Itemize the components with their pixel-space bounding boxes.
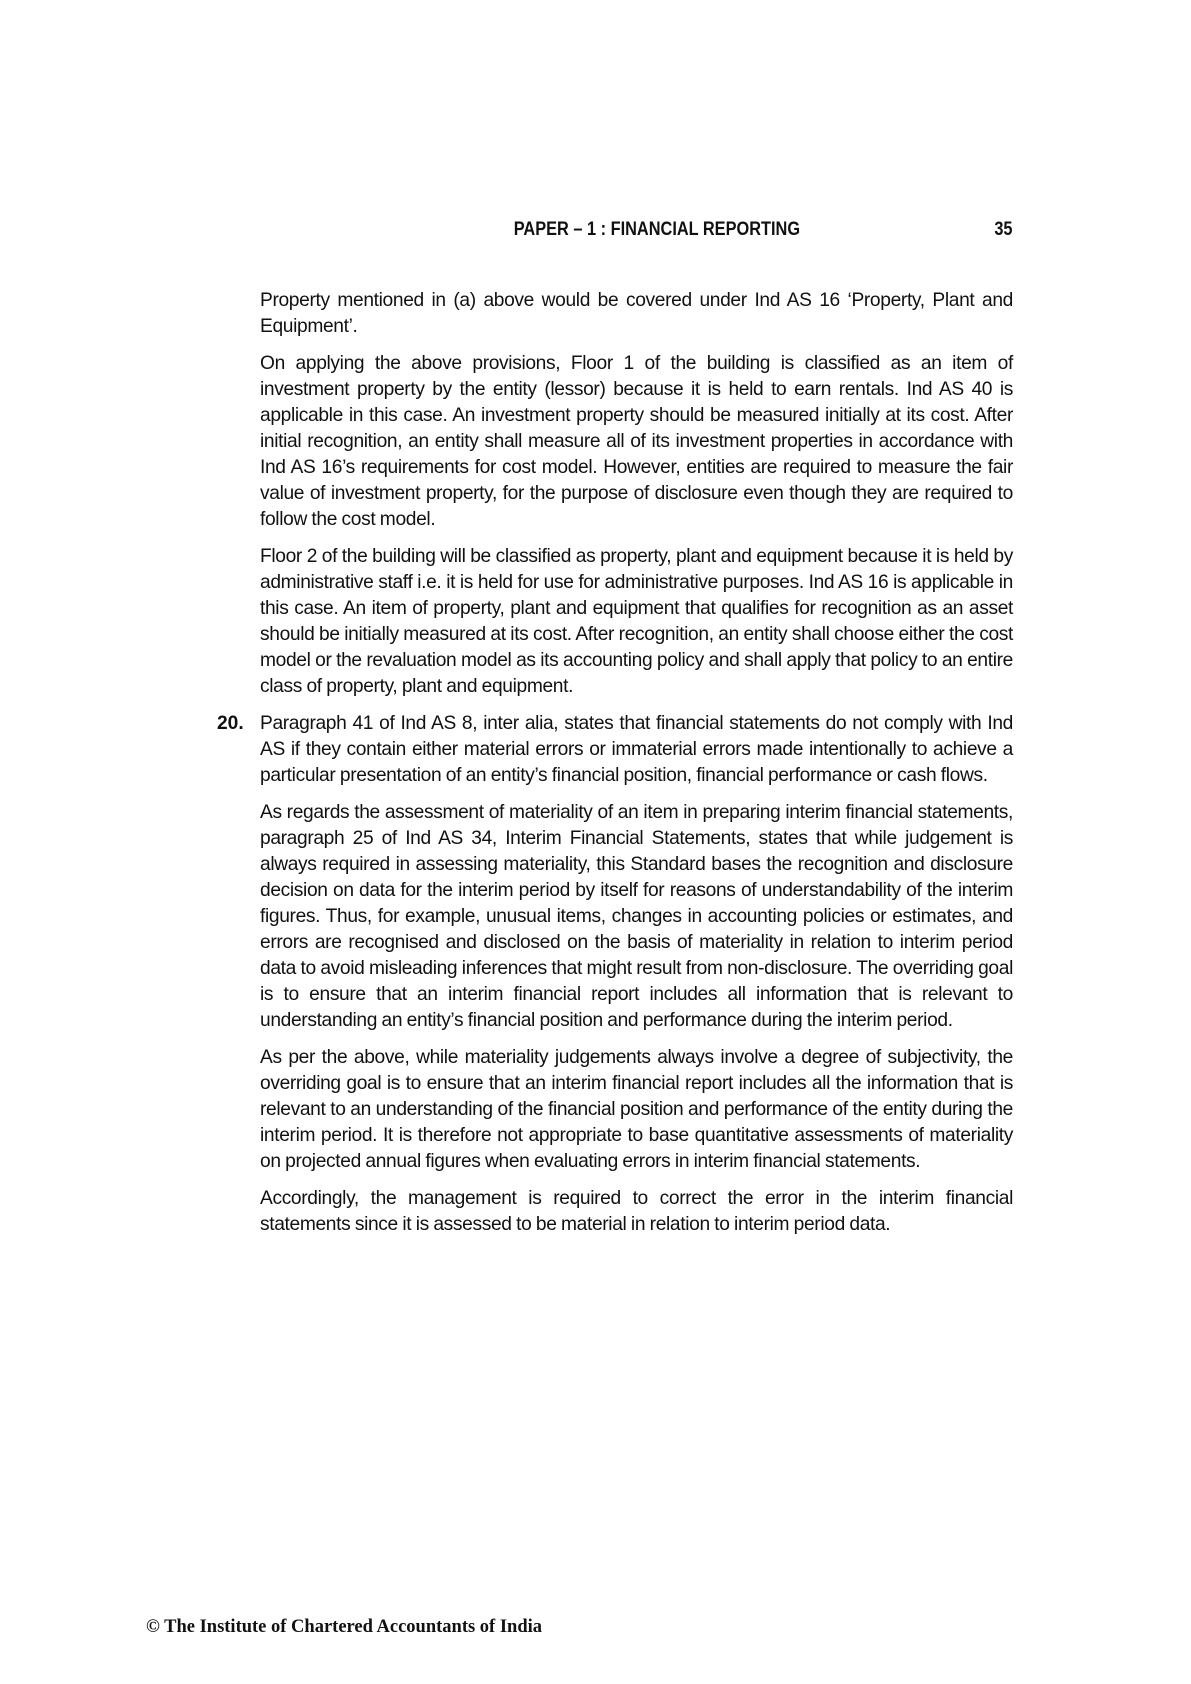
footer-copyright: © The Institute of Chartered Accountants of India [146,1617,543,1637]
page-header [260,219,1013,245]
paragraph-conclusion: Accordingly, the management is required to correct the error in the interim financial statements since it is assessed to be material in relation to interim period data. [260,1188,1013,1235]
page-title: PAPER – 1 : FINANCIAL REPORTING [513,219,801,240]
paragraph-floor-2: Floor 2 of the building will be classified as property, plant and equipment because it is held by administrative staff i.e. it is held for use for administrative purposes. Ind AS 16 is applicable in this case. An item of property, plant and equipment that qualifies for recognition as an asset should be initially measured at its cost. After recognition, an entity shall choose either the cost model or the revaluation model as its accounting policy and shall apply that policy to an entire class of property, plant and equipment. [260,546,1013,697]
paragraph-materiality: As per the above, while materiality judgements always involve a degree of subjectivity, the overriding goal is to ensure that an interim financial report includes all the information that is relevant to an understanding of the financial position and performance of the entity during the interim period. It is therefore not appropriate to base quantitative assessments of materiality on projected annual figures when evaluating errors in interim financial statements. [260,1047,1013,1172]
item-number: 20. [217,713,244,734]
paragraph-property-intro: Property mentioned in (a) above would be covered under Ind AS 16 ‘Property, Plant and Equipment’. [260,290,1013,337]
answer-item-20 [217,711,1013,1238]
paragraph-ind-as-34: As regards the assessment of materiality of an item in preparing interim financial statements, paragraph 25 of Ind AS 34, Interim Financial Statements, states that while judgement is always required in assessing materiality, this Standard bases the recognition and disclosure decision on data for the interim period by itself for reasons of understandability of the interim figures. Thus, for example, unusual items, changes in accounting policies or estimates, and errors are recognised and disclosed on the basis of materiality in relation to interim period data to avoid misleading inferences that might result from non-disclosure. The overriding goal is to ensure that an interim financial report includes all information that is relevant to understanding an entity’s financial position and performance during the interim period. [260,802,1013,1031]
page-content [217,288,1013,1249]
paragraph-floor-1: On applying the above provisions, Floor 1 of the building is classified as an item of investment property by the entity (lessor) because it is held to earn rentals. Ind AS 40 is applicable in this case. An investment property should be measured initially at its cost. After initial recognition, an entity shall measure all of its investment properties in accordance with Ind AS 16’s requirements for cost model. However, entities are required to measure the fair value of investment property, for the purpose of disclosure even though they are required to follow the cost model. [260,353,1013,530]
paragraph-ind-as-8: Paragraph 41 of Ind AS 8, inter alia, states that financial statements do not comply with Ind AS if they contain either material errors or immaterial errors made intentionally to achieve a particular presentation of an entity’s financial position, financial performance or cash flows. [260,713,1013,786]
page-number: 35 [994,219,1013,240]
